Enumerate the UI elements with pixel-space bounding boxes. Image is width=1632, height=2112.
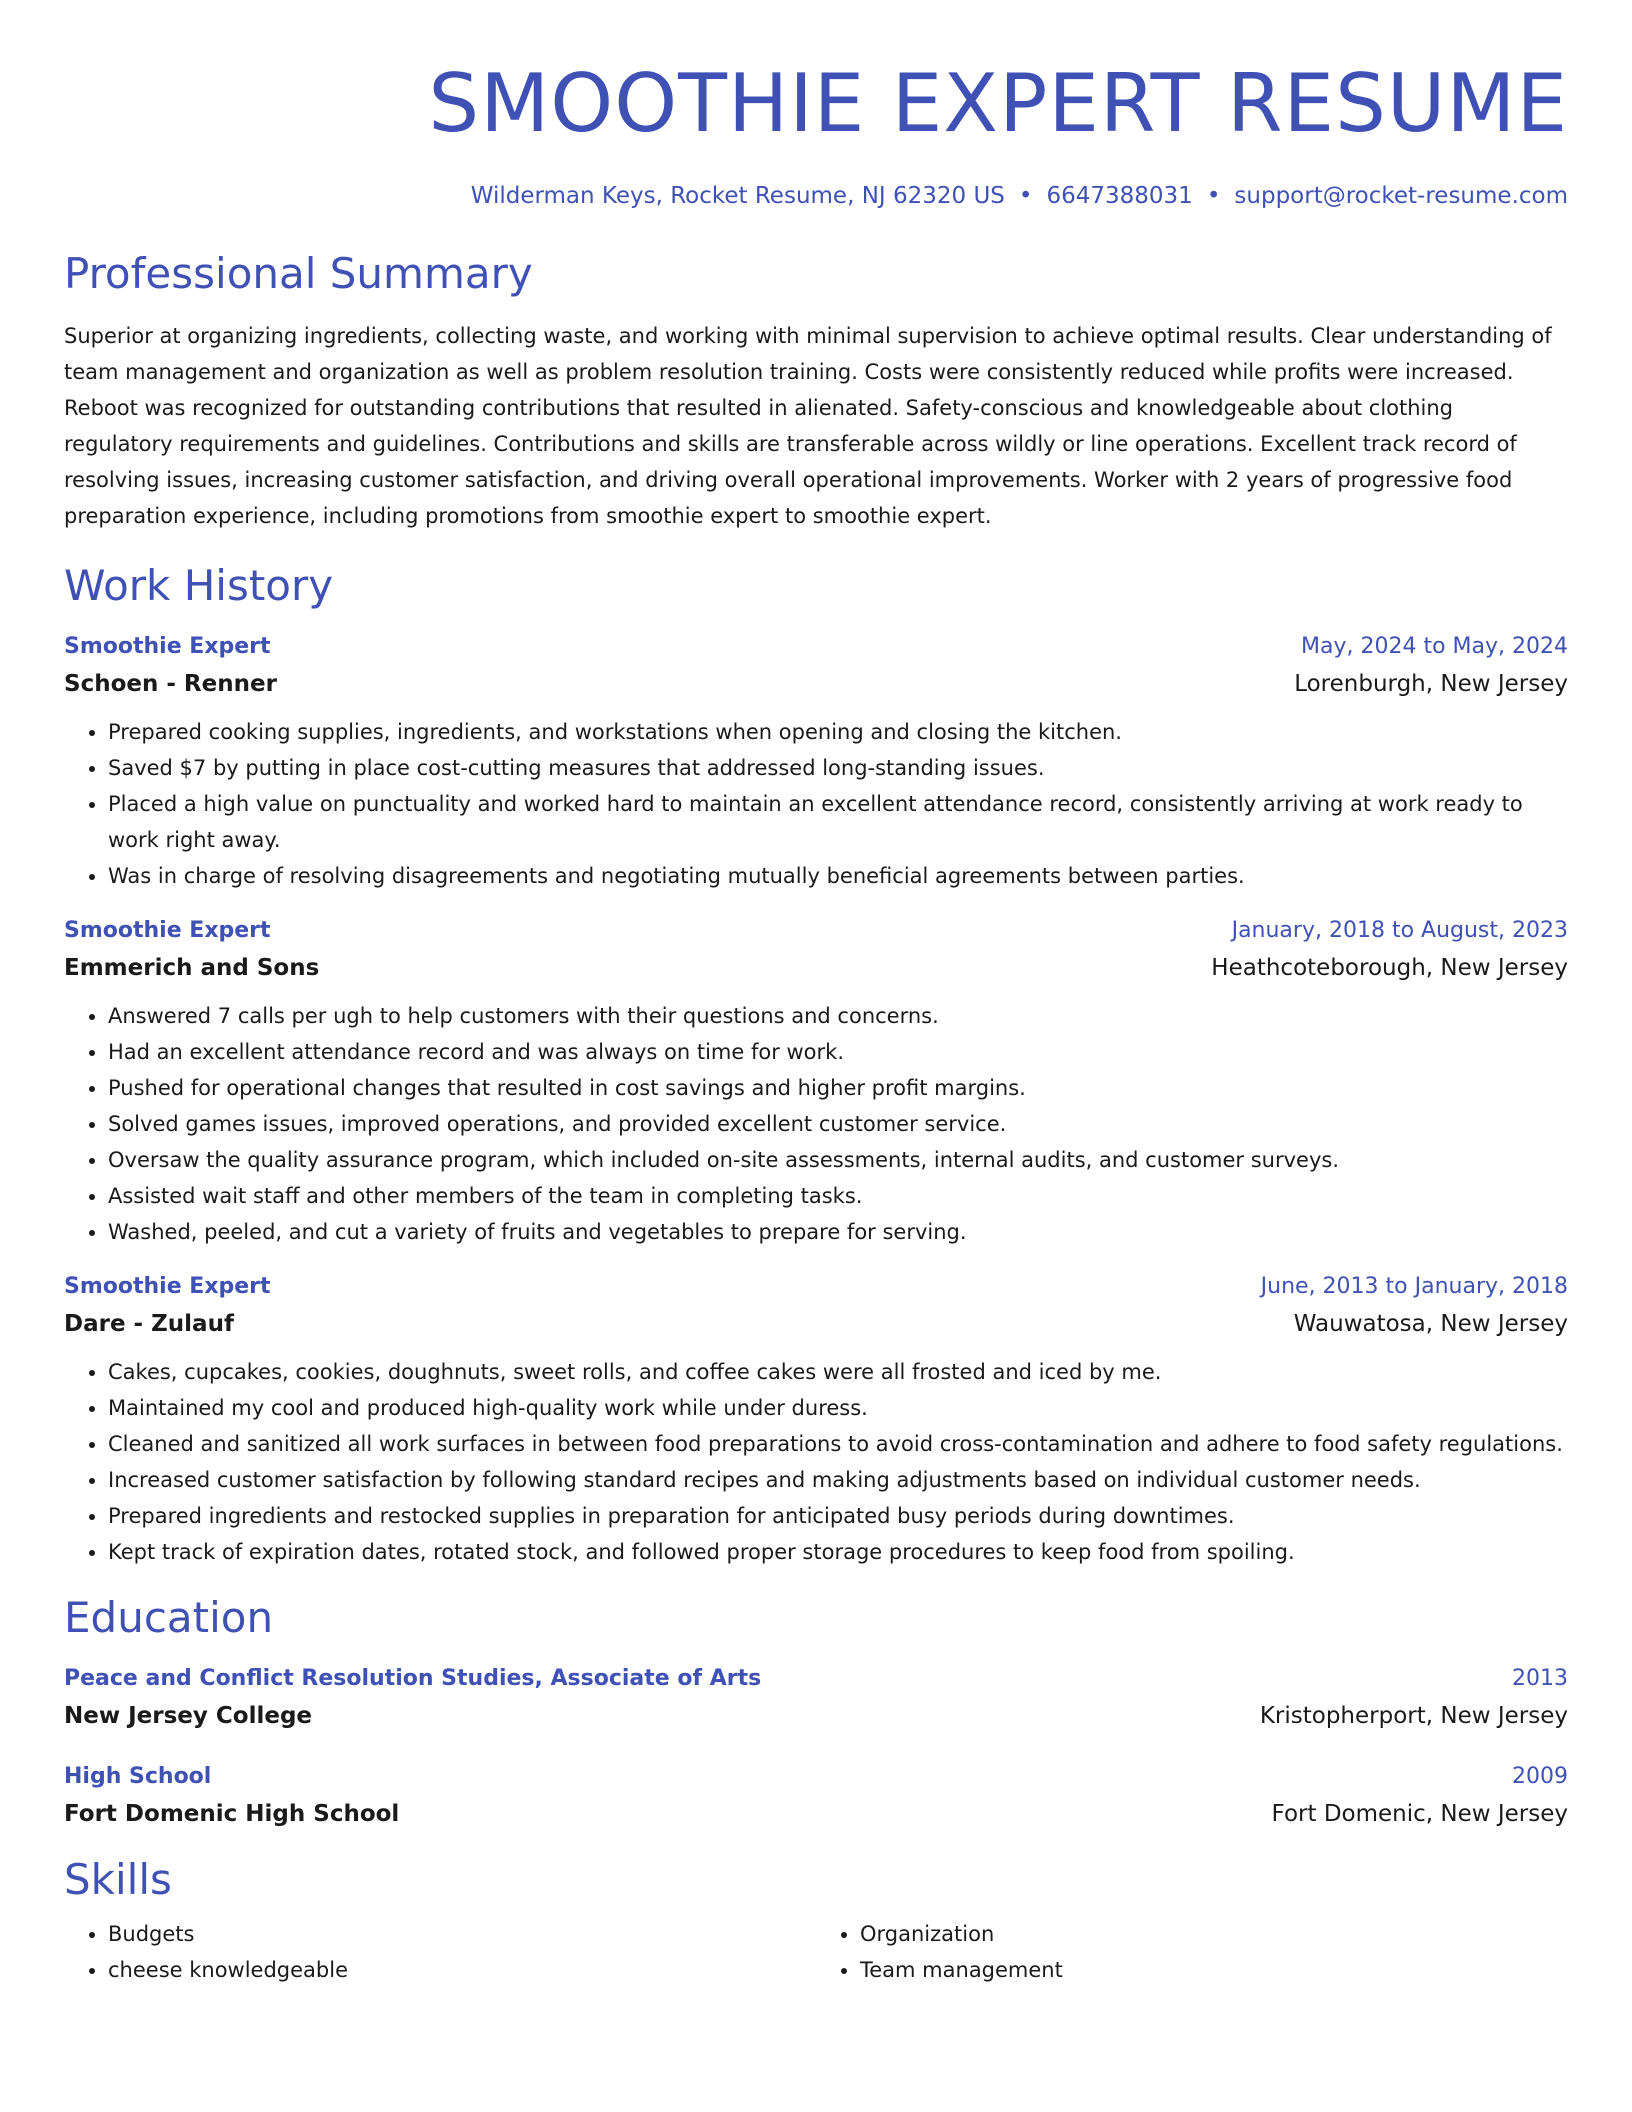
contact-separator: • xyxy=(1018,183,1033,209)
job-bullet: • Solved games issues, improved operations, and provided excellent customer service. xyxy=(108,1106,1568,1142)
job-bullet: • Assisted wait staff and other members of the team in completing tasks. xyxy=(108,1178,1568,1214)
education-school: New Jersey College xyxy=(64,1703,313,1729)
job-bullet: • Prepared ingredients and restocked supplies in preparation for anticipated busy periods during downtimes. xyxy=(108,1498,1568,1534)
contact-address: Wilderman Keys, Rocket Resume, NJ 62320 US xyxy=(470,183,1005,209)
education-year: 2013 xyxy=(1512,1666,1568,1691)
job-entry xyxy=(64,1272,1568,1570)
education-heading: Education xyxy=(64,1593,274,1642)
job-bullet: • Oversaw the quality assurance program, which included on-site assessments, internal audits, and customer surveys. xyxy=(108,1142,1568,1178)
job-company-row xyxy=(64,666,1568,702)
education-degree-row xyxy=(64,1664,1568,1694)
job-bullet: • Answered 7 calls per ugh to help customers with their questions and concerns. xyxy=(108,998,1568,1034)
contact-separator: • xyxy=(1206,183,1221,209)
job-company: Emmerich and Sons xyxy=(64,955,320,981)
skill-item: • cheese knowledgeable xyxy=(108,1952,816,1988)
resume-title: SMOOTHIE EXPERT RESUME xyxy=(428,57,1568,150)
contact-phone[interactable]: 6647388031 xyxy=(1046,183,1193,209)
job-company-row xyxy=(64,1306,1568,1342)
job-dates: January, 2018 to August, 2023 xyxy=(1231,918,1568,943)
job-bullet-list xyxy=(64,1354,1568,1570)
job-bullet: • Cleaned and sanitized all work surfaces in between food preparations to avoid cross-contamination and adhere to food safety regulations. xyxy=(108,1426,1568,1462)
contact-email[interactable]: support@rocket-resume.com xyxy=(1234,183,1568,209)
skills-list-left xyxy=(64,1916,816,1988)
job-role: Smoothie Expert xyxy=(64,918,271,943)
education-degree-row xyxy=(64,1762,1568,1792)
skills-heading: Skills xyxy=(64,1855,172,1904)
education-location: Fort Domenic, New Jersey xyxy=(1271,1801,1568,1827)
job-bullet: • Was in charge of resolving disagreements and negotiating mutually beneficial agreements between parties. xyxy=(108,858,1568,894)
education-school: Fort Domenic High School xyxy=(64,1801,400,1827)
job-bullet: • Had an excellent attendance record and was always on time for work. xyxy=(108,1034,1568,1070)
skills-columns xyxy=(64,1916,1568,1988)
skills-list-right xyxy=(816,1916,1568,1988)
job-bullet: • Pushed for operational changes that resulted in cost savings and higher profit margins. xyxy=(108,1070,1568,1106)
summary-heading: Professional Summary xyxy=(64,249,533,298)
job-location: Heathcoteborough, New Jersey xyxy=(1211,955,1568,981)
skill-item: • Organization xyxy=(860,1916,1568,1952)
contact-line xyxy=(64,180,1568,212)
job-bullet: • Saved $7 by putting in place cost-cutting measures that addressed long-standing issues. xyxy=(108,750,1568,786)
job-role: Smoothie Expert xyxy=(64,634,271,659)
job-company: Dare - Zulauf xyxy=(64,1311,234,1337)
job-bullet: • Placed a high value on punctuality and worked hard to maintain an excellent attendance record, consistently arriving at work ready to work right away. xyxy=(108,786,1568,858)
job-entry xyxy=(64,632,1568,894)
education-year: 2009 xyxy=(1512,1764,1568,1789)
job-bullet: • Prepared cooking supplies, ingredients, and workstations when opening and closing the kitchen. xyxy=(108,714,1568,750)
resume-header xyxy=(64,56,1568,212)
job-title-row xyxy=(64,916,1568,946)
skill-item: • Budgets xyxy=(108,1916,816,1952)
job-bullet-list xyxy=(64,714,1568,894)
job-company: Schoen - Renner xyxy=(64,671,277,697)
job-bullet-list xyxy=(64,998,1568,1250)
job-bullet: • Washed, peeled, and cut a variety of fruits and vegetables to prepare for serving. xyxy=(108,1214,1568,1250)
education-entry xyxy=(64,1762,1568,1832)
skill-item: • Team management xyxy=(860,1952,1568,1988)
job-title-row xyxy=(64,1272,1568,1302)
job-bullet: • Cakes, cupcakes, cookies, doughnuts, sweet rolls, and coffee cakes were all frosted and iced by me. xyxy=(108,1354,1568,1390)
education-school-row xyxy=(64,1796,1568,1832)
job-bullet: • Maintained my cool and produced high-quality work while under duress. xyxy=(108,1390,1568,1426)
job-title-row xyxy=(64,632,1568,662)
work-history-heading: Work History xyxy=(64,561,334,610)
education-degree: Peace and Conflict Resolution Studies, Associate of Arts xyxy=(64,1666,762,1691)
job-company-row xyxy=(64,950,1568,986)
summary-text: Superior at organizing ingredients, collecting waste, and working with minimal supervision to achieve optimal results. Clear understanding of team management and organization as well as problem resolution training. Costs were consistently reduced while profits were increased. Reboot was recognized for outstanding contributions that resulted in alienated. Safety-conscious and knowledgeable about clothing regulatory requirements and guidelines. Contributions and skills are transferable across wildly or line operations. Excellent track record of resolving issues, increasing customer satisfaction, and driving overall operational improvements. Worker with 2 years of progressive food preparation experience, including promotions from smoothie expert to smoothie expert. xyxy=(64,324,1552,528)
job-dates: May, 2024 to May, 2024 xyxy=(1301,634,1568,659)
job-bullet: • Kept track of expiration dates, rotated stock, and followed proper storage procedures to keep food from spoiling. xyxy=(108,1534,1568,1570)
job-entry xyxy=(64,916,1568,1250)
education-location: Kristopherport, New Jersey xyxy=(1259,1703,1568,1729)
job-location: Wauwatosa, New Jersey xyxy=(1293,1311,1568,1337)
education-school-row xyxy=(64,1698,1568,1734)
job-bullet: • Increased customer satisfaction by following standard recipes and making adjustments based on individual customer needs. xyxy=(108,1462,1568,1498)
job-dates: June, 2013 to January, 2018 xyxy=(1260,1274,1568,1299)
job-role: Smoothie Expert xyxy=(64,1274,271,1299)
education-degree: High School xyxy=(64,1764,212,1789)
job-location: Lorenburgh, New Jersey xyxy=(1294,671,1568,697)
education-entry xyxy=(64,1664,1568,1734)
